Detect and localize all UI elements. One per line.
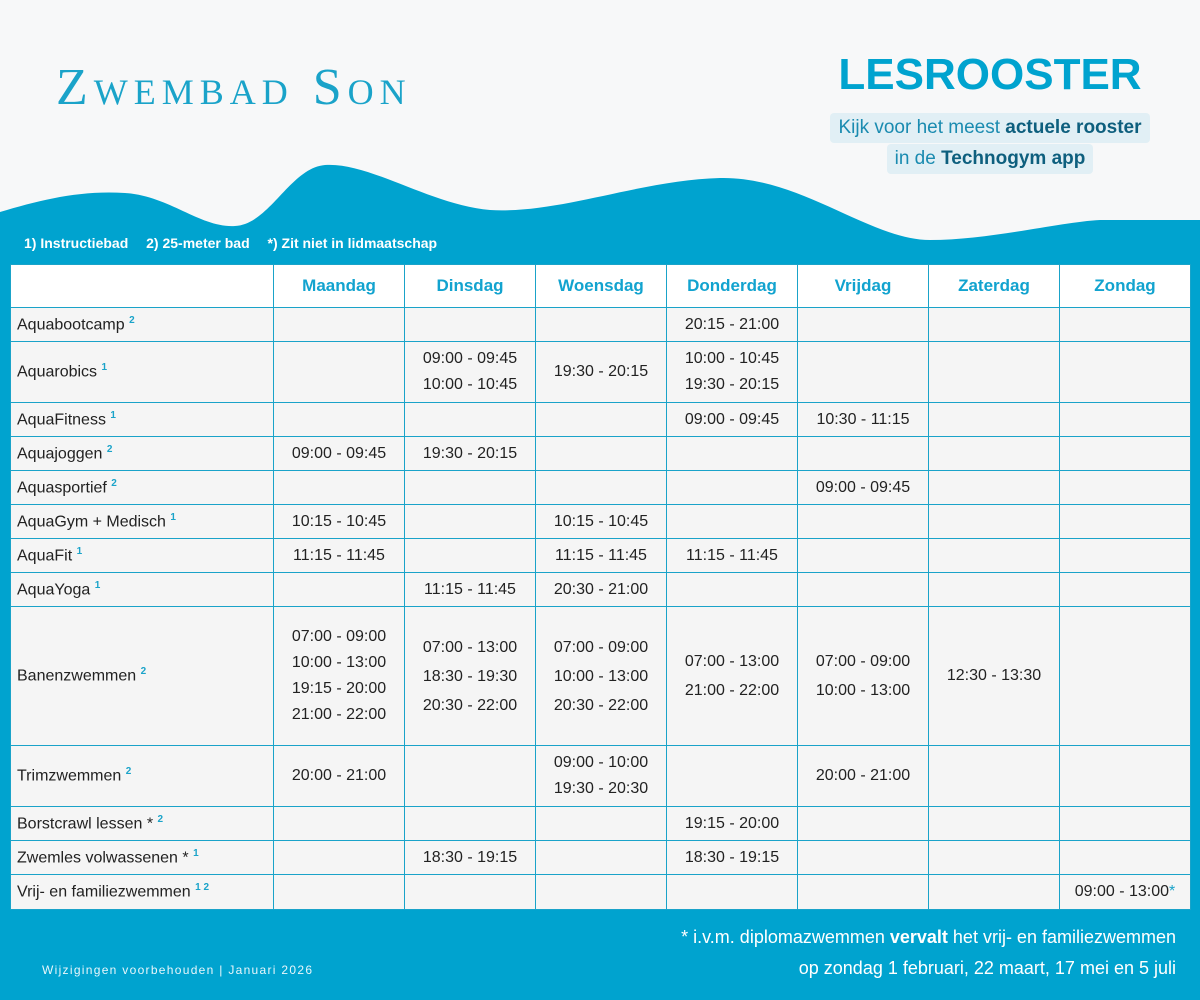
table-row (11, 403, 1191, 437)
activity-name: AquaGym + Medisch (17, 513, 166, 531)
pool-marker: 1 (193, 847, 199, 859)
pool-marker: 1 2 (195, 882, 210, 894)
notice-line-1-text: Kijk voor het meest (838, 117, 1006, 138)
time-cell (1060, 505, 1191, 539)
time-slot: 07:00 - 13:00 (422, 638, 518, 656)
disclaimer: Wijzigingen voorbehouden | Januari 2026 (42, 963, 314, 977)
activity-name: Aquajoggen (17, 445, 103, 463)
time-cell (798, 807, 929, 841)
time-cell (274, 308, 405, 342)
activity-name: Trimzwemmen (17, 767, 122, 785)
time-slot: 11:15 - 11:45 (686, 546, 778, 564)
pool-marker: 2 (106, 443, 113, 455)
time-cell (1060, 875, 1191, 910)
time-slot: 19:30 - 20:30 (553, 780, 649, 797)
day-header: Zaterdag (929, 265, 1060, 308)
activity-name: Zwemles volwassenen * (17, 849, 189, 867)
table-row (11, 807, 1191, 841)
time-cell (536, 746, 667, 807)
time-cell (667, 841, 798, 875)
day-header: Donderdag (667, 265, 798, 308)
time-cell (667, 308, 798, 342)
activity-name: Aquasportief (17, 479, 107, 497)
activity-cell (11, 403, 274, 437)
time-cell (1060, 539, 1191, 573)
footnote-text-end: het vrij- en familiezwemmen (947, 927, 1176, 947)
time-cell (1060, 807, 1191, 841)
activity-cell (11, 573, 274, 607)
time-cell (667, 471, 798, 505)
time-cell (405, 308, 536, 342)
time-cell (274, 607, 405, 746)
time-cell (929, 573, 1060, 607)
footnote-bold: vervalt (889, 927, 948, 947)
time-cell (667, 342, 798, 403)
table-row (11, 841, 1191, 875)
notice-line-2-bold: Technogym app (941, 148, 1086, 169)
time-cell (798, 539, 929, 573)
activity-cell (11, 807, 274, 841)
time-cell (929, 607, 1060, 746)
time-cell (929, 841, 1060, 875)
time-cell (1060, 607, 1191, 746)
time-cell (798, 437, 929, 471)
legend-item: 2) 25-meter bad (146, 235, 250, 251)
app-notice (790, 113, 1190, 175)
time-cell (536, 841, 667, 875)
pool-marker: 2 (111, 477, 117, 489)
legend-item: 1) Instructiebad (24, 235, 129, 251)
time-cell (405, 437, 536, 471)
time-cell (405, 573, 536, 607)
time-cell (405, 746, 536, 807)
page-title: LESROOSTER (838, 50, 1142, 99)
asterisk-marker: * (1169, 883, 1176, 900)
table-row (11, 437, 1191, 471)
time-cell (929, 308, 1060, 342)
time-slot: 09:00 - 09:45 (422, 350, 518, 367)
activity-cell (11, 505, 274, 539)
time-cell (405, 841, 536, 875)
time-slot: 09:00 - 09:45 (684, 410, 780, 428)
activity-name: AquaYoga (17, 581, 91, 599)
time-cell (536, 607, 667, 746)
notice-line-1 (830, 113, 1149, 143)
time-cell (405, 875, 536, 910)
time-cell (1060, 573, 1191, 607)
day-header: Dinsdag (405, 265, 536, 308)
time-cell (536, 308, 667, 342)
time-cell (536, 403, 667, 437)
time-slot: 20:30 - 22:00 (422, 696, 518, 714)
time-cell (274, 471, 405, 505)
table-row (11, 505, 1191, 539)
time-cell (929, 875, 1060, 910)
table-row (11, 308, 1191, 342)
time-cell (405, 807, 536, 841)
time-slot: 18:30 - 19:15 (422, 848, 518, 866)
time-cell (667, 607, 798, 746)
time-cell (667, 403, 798, 437)
time-slot: 10:00 - 13:00 (291, 654, 387, 671)
time-slot: 19:15 - 20:00 (684, 814, 780, 832)
table-row (11, 607, 1191, 746)
table-row (11, 573, 1191, 607)
day-header: Woensdag (536, 265, 667, 308)
time-cell (405, 471, 536, 505)
activity-name: AquaFit (17, 547, 73, 565)
pool-marker: 2 (125, 766, 132, 778)
time-slot: 10:15 - 10:45 (553, 512, 649, 530)
time-cell (929, 746, 1060, 807)
header-row (11, 265, 1191, 308)
time-slot: 11:15 - 11:45 (424, 580, 516, 598)
time-cell (667, 505, 798, 539)
time-slot: 19:30 - 20:15 (553, 363, 649, 380)
time-slot: 20:30 - 22:00 (553, 696, 649, 714)
activity-cell (11, 875, 274, 910)
time-cell (798, 471, 929, 505)
time-cell (1060, 437, 1191, 471)
time-cell (798, 342, 929, 403)
time-cell (405, 539, 536, 573)
time-cell (1060, 403, 1191, 437)
time-slot: 09:00 - 09:45 (291, 444, 387, 462)
time-slot: 10:00 - 10:45 (684, 350, 780, 367)
time-cell (274, 746, 405, 807)
time-cell (536, 342, 667, 403)
time-cell (798, 746, 929, 807)
time-slot: 18:30 - 19:15 (684, 848, 780, 866)
time-cell (536, 875, 667, 910)
time-cell (798, 308, 929, 342)
activity-name: Banenzwemmen (17, 667, 137, 685)
time-cell (929, 505, 1060, 539)
time-slot: 19:30 - 20:15 (422, 444, 518, 462)
pool-marker: 1 (110, 409, 116, 421)
time-slot: 09:00 - 09:45 (815, 478, 911, 496)
time-slot: 11:15 - 11:45 (293, 546, 385, 564)
time-cell (536, 437, 667, 471)
time-cell (274, 875, 405, 910)
time-cell (667, 875, 798, 910)
time-cell (405, 342, 536, 403)
table-row (11, 342, 1191, 403)
time-slot: 10:00 - 10:45 (422, 376, 518, 393)
time-cell (798, 875, 929, 910)
time-cell (667, 539, 798, 573)
time-slot: 12:30 - 13:30 (946, 667, 1042, 684)
activity-name: Aquabootcamp (17, 316, 125, 334)
time-cell (274, 403, 405, 437)
footnote-line-2: op zondag 1 februari, 22 maart, 17 mei en 5 juli (798, 958, 1176, 978)
time-slot: 10:00 - 13:00 (553, 667, 649, 685)
time-slot: 07:00 - 09:00 (291, 628, 387, 645)
activity-cell (11, 607, 274, 746)
activity-cell (11, 308, 274, 342)
time-cell (274, 505, 405, 539)
time-cell (536, 505, 667, 539)
time-cell (929, 539, 1060, 573)
day-header: Zondag (1060, 265, 1191, 308)
pool-marker: 2 (157, 813, 164, 825)
footnote-text: * i.v.m. diplomazwemmen (681, 927, 890, 947)
table-row (11, 875, 1191, 910)
time-slot: 18:30 - 19:30 (422, 667, 518, 685)
time-slot: 20:15 - 21:00 (684, 315, 780, 333)
footnote-line-1 (681, 922, 1176, 953)
time-slot: 20:00 - 21:00 (291, 767, 387, 784)
time-cell (536, 471, 667, 505)
activity-name: Borstcrawl lessen * (17, 815, 154, 833)
activity-name: AquaFitness (17, 411, 106, 429)
time-cell (274, 807, 405, 841)
activity-name: Vrij- en familiezwemmen (17, 883, 191, 901)
time-slot: 10:00 - 13:00 (815, 682, 911, 699)
time-cell (798, 607, 929, 746)
time-cell (667, 437, 798, 471)
logo: Zwembad Son (56, 59, 412, 116)
time-cell (929, 437, 1060, 471)
time-cell (1060, 342, 1191, 403)
activity-cell (11, 471, 274, 505)
time-slot: 20:00 - 21:00 (815, 767, 911, 784)
time-cell (798, 573, 929, 607)
time-slot (1060, 879, 1190, 905)
time-cell (1060, 746, 1191, 807)
time-cell (929, 807, 1060, 841)
time-cell (667, 746, 798, 807)
time-slot: 19:30 - 20:15 (684, 376, 780, 393)
time-cell (798, 403, 929, 437)
time-cell (274, 342, 405, 403)
time-slot: 07:00 - 09:00 (553, 638, 649, 656)
activity-cell (11, 342, 274, 403)
time-slot: 21:00 - 22:00 (684, 682, 780, 699)
table-row (11, 471, 1191, 505)
time-cell (667, 807, 798, 841)
time-cell (1060, 471, 1191, 505)
corner-cell (11, 265, 274, 308)
legend-item: *) Zit niet in lidmaatschap (267, 235, 438, 251)
pool-marker: 2 (140, 666, 147, 678)
table-row (11, 539, 1191, 573)
activity-cell (11, 841, 274, 875)
time-cell (929, 342, 1060, 403)
pool-marker: 2 (129, 314, 135, 326)
time-cell (405, 505, 536, 539)
time-cell (929, 403, 1060, 437)
time-slot: 21:00 - 22:00 (291, 706, 387, 723)
time-cell (536, 807, 667, 841)
activity-cell (11, 437, 274, 471)
activity-cell (11, 746, 274, 807)
footnote (681, 922, 1176, 984)
time-cell (536, 539, 667, 573)
pool-marker: 1 (101, 362, 108, 374)
time-cell (274, 539, 405, 573)
legend (24, 235, 451, 251)
time-slot: 09:00 - 10:00 (553, 754, 649, 771)
time-cell (798, 841, 929, 875)
time-cell (929, 471, 1060, 505)
time-cell (405, 607, 536, 746)
time-cell (274, 841, 405, 875)
pool-marker: 1 (76, 545, 83, 557)
time-cell (1060, 308, 1191, 342)
time-cell (536, 573, 667, 607)
day-header: Vrijdag (798, 265, 929, 308)
time-cell (1060, 841, 1191, 875)
pool-marker: 1 (94, 579, 101, 591)
time-slot: 20:30 - 21:00 (553, 580, 649, 598)
activity-name: Aquarobics (17, 363, 98, 381)
notice-line-2 (887, 144, 1094, 174)
notice-line-1-bold: actuele rooster (1005, 117, 1142, 138)
time-slot: 10:15 - 10:45 (291, 512, 387, 530)
time-cell (405, 403, 536, 437)
time-cell (798, 505, 929, 539)
notice-line-2-text: in de (894, 148, 942, 169)
table-row (11, 746, 1191, 807)
schedule-table (10, 264, 1191, 910)
time-slot: 10:30 - 11:15 (816, 410, 910, 428)
time-slot: 11:15 - 11:45 (555, 546, 647, 564)
time-slot: 07:00 - 09:00 (815, 653, 911, 670)
pool-marker: 1 (170, 511, 176, 523)
time-cell (667, 573, 798, 607)
day-header: Maandag (274, 265, 405, 308)
time-slot: 07:00 - 13:00 (684, 653, 780, 670)
time-cell (274, 573, 405, 607)
time-slot: 19:15 - 20:00 (291, 680, 387, 697)
activity-cell (11, 539, 274, 573)
time-text: 09:00 - 13:00 (1074, 883, 1170, 900)
time-cell (274, 437, 405, 471)
